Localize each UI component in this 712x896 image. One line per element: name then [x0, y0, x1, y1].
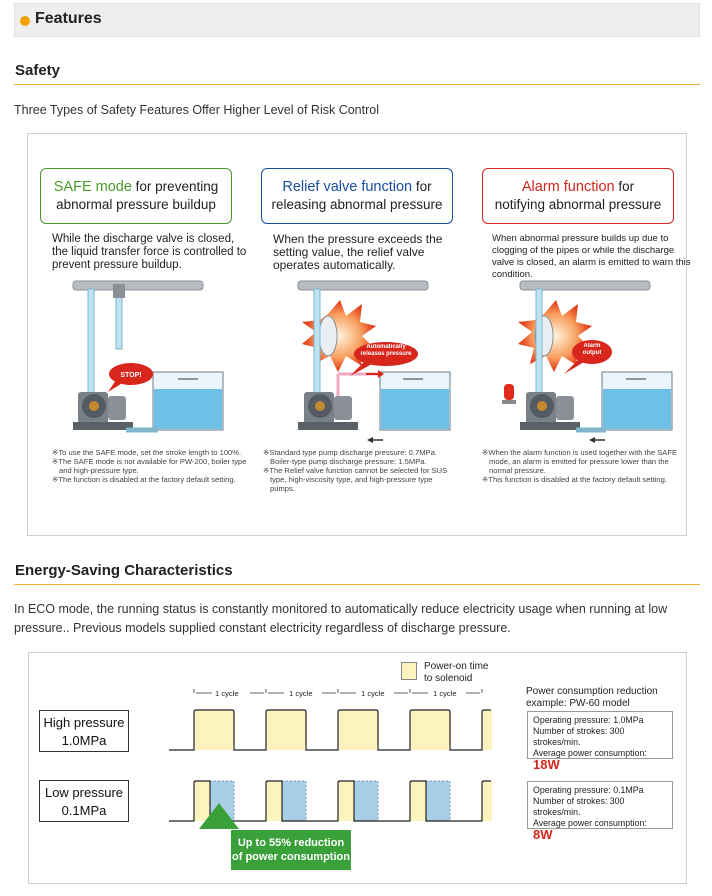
cycle-label: 1 cycle [361, 689, 385, 698]
return-arrow-icon [367, 437, 373, 443]
safe-mode-notes [52, 448, 248, 484]
return-arrow-icon [589, 437, 595, 443]
tank-icon [602, 372, 672, 430]
note: ※Standard type pump discharge pressure: 0.7MPa. Boiler-type pump discharge pressure: 1.5MPa. [263, 448, 437, 466]
eco-mode-panel [28, 652, 687, 884]
safe-mode-description: While the discharge valve is closed, the liquid transfer force is controlled to prevent pressure buildup. [52, 233, 247, 271]
operating-pressure: Operating pressure: 1.0MPa [533, 715, 644, 725]
avg-power-label: Average power consumption: [533, 748, 647, 758]
features-title-bar [14, 3, 700, 37]
low-pressure-line2: 0.1MPa [61, 803, 107, 818]
reduction-line2: of power consumption [232, 851, 350, 863]
pump-icon [73, 392, 133, 430]
tank-icon [153, 372, 223, 430]
stop-callout-text: STOP! [120, 372, 142, 379]
page-title: Features [35, 10, 102, 27]
feature-highlight: Relief valve function [282, 179, 413, 195]
feature-title-rest: for [614, 179, 635, 194]
feature-title-line2: releasing abnormal pressure [271, 197, 443, 212]
safety-heading: Safety [15, 62, 61, 79]
cycle-label: 1 cycle [433, 689, 457, 698]
feature-title-line2: abnormal pressure buildup [56, 197, 216, 212]
legend-line2: to solenoid [424, 673, 473, 684]
avg-power-value: 18W [533, 757, 560, 772]
high-pressure-waveform [169, 710, 492, 750]
low-pressure-consumption-box [527, 781, 673, 842]
alarm-illustration [502, 281, 672, 443]
note: ※The Relief valve function cannot be selected for SUS type, high-viscosity type, and high-pressure type pumps. [263, 466, 448, 493]
note: ※This function is disabled at the factory default setting. [482, 475, 667, 484]
relief-valve-description: When the pressure exceeds the setting value, the relief valve operates automatically. [273, 232, 443, 272]
operating-pressure: Operating pressure: 0.1MPa [533, 785, 644, 795]
avg-power-value: 8W [533, 827, 553, 842]
alarm-notes [482, 448, 678, 484]
safety-features-panel [27, 133, 691, 536]
safe-mode-illustration [73, 281, 223, 430]
high-pressure-line2: 1.0MPa [61, 733, 107, 748]
power-reduction-title [526, 686, 658, 710]
note: ※The SAFE mode is not available for PW-200, boiler type and high-pressure type. [52, 457, 247, 475]
feature-highlight: SAFE mode [53, 179, 132, 195]
energy-heading: Energy-Saving Characteristics [15, 562, 233, 579]
feature-title-rest: for preventing [131, 179, 219, 194]
feature-title-rest: for [412, 179, 432, 194]
reduction-badge [231, 830, 351, 870]
pc-title-line1: Power consumption reduction [526, 686, 658, 697]
relief-valve-illustration [298, 281, 450, 443]
note: ※To use the SAFE mode, set the stroke length to 100%. [52, 448, 242, 457]
low-pressure-line1: Low pressure [44, 785, 124, 800]
legend-line1: Power-on time [424, 661, 489, 672]
alarm-lamp-icon [502, 384, 516, 404]
stroke-count: Number of strokes: 300 strokes/min. [533, 726, 625, 747]
alarm-description: When abnormal pressure builds up due to clogging of the pipes or while the discharge valve is closed, an alarm is emitted to warn this condition. [492, 233, 691, 280]
reduction-line1: Up to 55% reduction [237, 837, 345, 849]
safety-intro: Three Types of Safety Features Offer Higher Level of Risk Control [14, 103, 379, 117]
avg-power-label: Average power consumption: [533, 818, 647, 828]
safe-mode-title-box [40, 168, 232, 224]
high-pressure-line1: High pressure [43, 715, 125, 730]
relief-valve-notes [263, 448, 459, 493]
safety-divider [14, 84, 700, 85]
note: ※When the alarm function is used together with the SAFE mode, an alarm is emitted for pressure lower than the normal pressure. [482, 448, 678, 475]
note: ※The function is disabled at the factory default setting. [52, 475, 236, 484]
energy-intro: In ECO mode, the running status is constantly monitored to automatically reduce electricity usage when running at low pressure.. Previous models supplied constant electricity regardless of discharge pressure. [14, 602, 668, 635]
cycle-label: 1 cycle [289, 689, 313, 698]
relief-valve-title-box [261, 168, 453, 224]
feature-highlight: Alarm function [521, 179, 615, 195]
bullet-dot-icon [20, 16, 30, 26]
energy-divider [14, 584, 700, 585]
pump-icon [298, 392, 358, 430]
pc-title-line2: example: PW-60 model [526, 698, 630, 709]
stroke-count: Number of strokes: 300 strokes/min. [533, 796, 625, 817]
alarm-title-box [482, 168, 674, 224]
cycle-markers [194, 689, 482, 693]
relief-callout-text: Automatically releases pressure [360, 344, 412, 357]
tank-icon [380, 372, 450, 430]
feature-title-line2: notifying abnormal pressure [494, 197, 662, 212]
high-pressure-consumption-box [527, 711, 673, 772]
pump-icon [520, 392, 580, 430]
cycle-label: 1 cycle [215, 689, 239, 698]
alarm-callout-text: Alarm output [582, 343, 602, 356]
